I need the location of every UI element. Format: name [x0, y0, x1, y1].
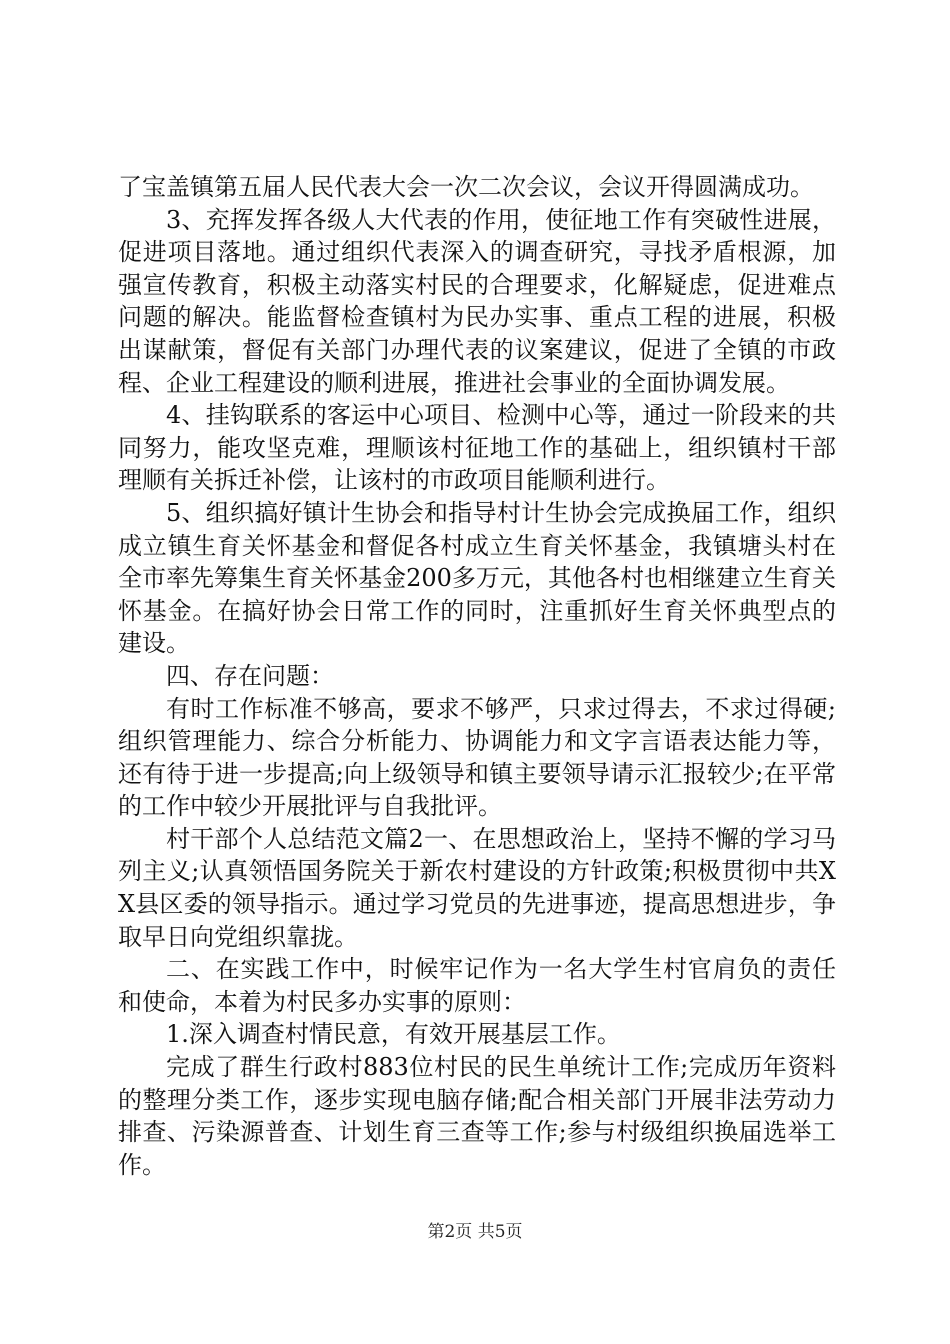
paragraph-10: 完成了群生行政村883位村民的民生单统计工作;完成历年资料的整理分类工作，逐步实现电脑存储;配合相关部门开展非法劳动力排查、污染源普查、计划生育三查等工作;参与村级组织换届选举工作。: [118, 1053, 836, 1179]
paragraph-9: 1.深入调查村情民意，有效开展基层工作。: [166, 1020, 621, 1049]
document-body: [118, 171, 836, 1181]
paragraph-6: 有时工作标准不够高，要求不够严，只求过得去，不求过得硬;组织管理能力、综合分析能力、协调能力和文字言语表达能力等，还有待于进一步提高;向上级领导和镇主要领导请示汇报较少;在平常的工作中较少开展批评与自我批评。: [118, 694, 836, 821]
paragraph-2: 3、充挥发挥各级人大代表的作用，使征地工作有突破性进展，促进项目落地。通过组织代表深入的调查研究，寻找矛盾根源，加强宣传教育，积极主动落实村民的合理要求，化解疑虑，促进难点问题的解决。能监督检查镇村为民办实事、重点工程的进展，积极出谋献策，督促有关部门办理代表的议案建议，促进了全镇的市政程、企业工程建设的顺利进展，推进社会事业的全面协调发展。: [118, 205, 836, 397]
paragraph-4: 5、组织搞好镇计生协会和指导村计生协会完成换届工作，组织成立镇生育关怀基金和督促各村成立生育关怀基金，我镇塘头村在全市率先筹集生育关怀基金200多万元，其他各村也相继建立生育关怀基金。在搞好协会日常工作的同时，注重抓好生育关怀典型点的建设。: [118, 498, 836, 658]
paragraph-3: 4、挂钩联系的客运中心项目、检测中心等，通过一阶段来的共同努力，能攻坚克难，理顺该村征地工作的基础上，组织镇村干部理顺有关拆迁补偿，让该村的市政项目能顺利进行。: [118, 401, 836, 495]
paragraph-7: 村干部个人总结范文篇2一、在思想政治上，坚持不懈的学习马列主义;认真领悟国务院关于新农村建设的方针政策;积极贯彻中共XX县区委的领导指示。通过学习党员的先进事迹，提高思想进步，争取早日向党组织靠拢。: [118, 824, 836, 951]
paragraph-1: 了宝盖镇第五届人民代表大会一次二次会议，会议开得圆满成功。: [118, 173, 814, 201]
page-number-footer: 第2页 共5页: [427, 1222, 523, 1242]
paragraph-8: 二、在实践工作中，时候牢记作为一名大学生村官肩负的责任和使命，本着为村民多办实事的原则：: [118, 955, 836, 1016]
section-heading-problems: 四、存在问题：: [166, 661, 334, 690]
